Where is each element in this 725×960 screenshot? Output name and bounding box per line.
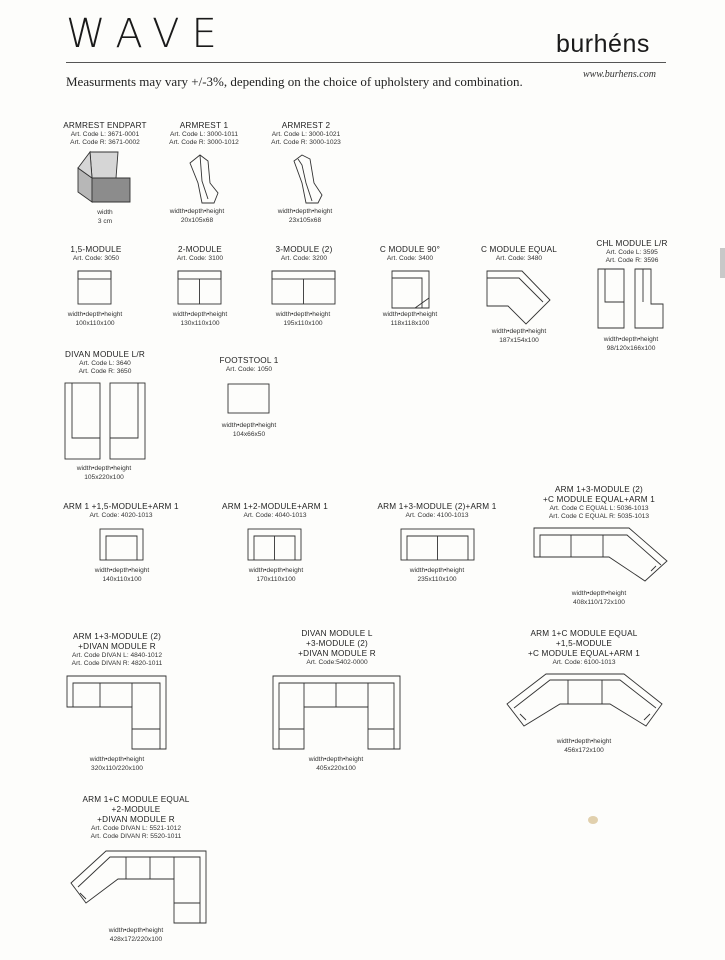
- combo-c-drawing: [400, 528, 476, 562]
- module3-header: [276, 245, 333, 263]
- page-edge-mark: [720, 248, 725, 278]
- measurement-note: Measurments may vary +/-3%, depending on the choice of upholstery and combination.: [66, 74, 523, 89]
- product-name: 3-MODULE (2): [275, 245, 333, 254]
- product-name-line3: +DIVAN MODULE R: [97, 815, 175, 824]
- product-name-line1: ARM 1+C MODULE EQUAL: [82, 795, 190, 804]
- art-code-l: Art. Code L: 3000-1011: [169, 131, 239, 138]
- combo-f-header: [298, 629, 376, 667]
- art-code: Art. Code: 6100-1013: [552, 659, 616, 666]
- module15-drawing: [77, 270, 113, 306]
- dim-label: width•depth•height: [603, 336, 659, 343]
- dim-label: width•depth•height: [308, 756, 364, 763]
- module2-dims: [173, 311, 227, 328]
- combo-g-dims: [557, 738, 611, 755]
- armrest-endpart-dims: [97, 209, 112, 226]
- dim-values: 130x110x100: [180, 319, 220, 327]
- brand-logo: burhéns: [556, 30, 650, 58]
- footstool-header: [219, 356, 278, 374]
- art-code-r: Art. Code DIVAN R: 4820-1011: [71, 660, 163, 667]
- cmodule-equal-header: [481, 245, 557, 263]
- dim-values: 100x110x100: [75, 319, 115, 327]
- dim-values: 104x66x50: [232, 430, 266, 438]
- art-code-r: Art. Code R: 3596: [605, 257, 659, 264]
- product-name-line1: DIVAN MODULE L: [301, 629, 373, 638]
- dim-label: width•depth•height: [275, 311, 331, 318]
- dim-label: width•depth•height: [89, 756, 145, 763]
- chl-module-dims: [604, 336, 658, 353]
- product-name-line3: +C MODULE EQUAL+ARM 1: [527, 649, 641, 658]
- product-name-line2: +DIVAN MODULE R: [78, 642, 156, 651]
- product-name-line2: +C MODULE EQUAL+ARM 1: [542, 495, 656, 504]
- armrest-endpart-header: [63, 121, 147, 147]
- combo-e-header: [72, 632, 163, 668]
- art-code: Art. Code: 3050: [72, 255, 120, 262]
- armrest2-dims: [278, 208, 332, 225]
- product-name: C MODULE 90°: [379, 245, 441, 254]
- armrest2-header: [271, 121, 341, 147]
- armrest-endpart-drawing: [76, 150, 132, 206]
- combo-c-dims: [410, 567, 464, 584]
- art-code: Art. Code: 4040-1013: [243, 512, 307, 519]
- page-title: WAVE: [66, 11, 229, 57]
- art-code-r: Art. Code R: 3650: [78, 368, 132, 375]
- cmodule-equal-dims: [492, 328, 546, 345]
- dim-label: width•depth•height: [94, 567, 150, 574]
- dim-values: 187x154x100: [499, 336, 539, 344]
- product-name-line2: +2-MODULE: [111, 805, 161, 814]
- cmodule90-header: [380, 245, 440, 263]
- dim-label: width•depth•height: [169, 208, 225, 215]
- dim-values: 140x110x100: [102, 575, 142, 583]
- dim-values: 320x110/220x100: [91, 764, 143, 772]
- art-code-r: Art. Code R: 3671-0002: [70, 139, 140, 146]
- dim-values: 23x105x68: [288, 216, 322, 224]
- cmodule-equal-drawing: [486, 270, 552, 326]
- combo-f-drawing: [272, 675, 402, 751]
- art-code-r: Art. Code R: 3000-1023: [271, 139, 341, 146]
- art-code-r: Art. Code DIVAN R: 5520-1011: [90, 833, 182, 840]
- product-name: ARMREST ENDPART: [63, 121, 147, 130]
- dim-values: 235x110x100: [417, 575, 457, 583]
- art-code-r: Art. Code C EQUAL R: 5035-1013: [548, 513, 650, 520]
- dim-values: 105x220x100: [84, 473, 124, 481]
- art-code: Art. Code: 3200: [280, 255, 328, 262]
- art-code: Art. Code: 3400: [386, 255, 434, 262]
- armrest1-header: [169, 121, 239, 147]
- art-code-l: Art. Code C EQUAL L: 5036-1013: [549, 505, 649, 512]
- combo-d-drawing: [533, 527, 669, 583]
- dim-values: 456x172x100: [564, 746, 604, 754]
- dim-label: width•depth•height: [277, 208, 333, 215]
- paper-stain: [588, 816, 598, 824]
- combo-d-header: [543, 485, 655, 521]
- product-name: ARMREST 2: [281, 121, 331, 130]
- combo-a-dims: [95, 567, 149, 584]
- combo-f-dims: [309, 756, 363, 773]
- dim-values: 428x172/220x100: [109, 935, 163, 943]
- art-code-l: Art. Code L: 3640: [79, 360, 131, 367]
- art-code: Art. Code: 4020-1013: [89, 512, 153, 519]
- module15-dims: [68, 311, 122, 328]
- product-name-line1: ARM 1+3-MODULE (2): [73, 632, 161, 641]
- dim-label: width•depth•height: [571, 590, 627, 597]
- art-code-l: Art. Code L: 3000-1021: [271, 131, 341, 138]
- module15-header: [70, 245, 121, 263]
- product-name: ARM 1 +1,5-MODULE+ARM 1: [63, 502, 179, 511]
- combo-e-drawing: [66, 675, 168, 751]
- dim-label: width•depth•height: [491, 328, 547, 335]
- art-code-r: Art. Code R: 3000-1012: [169, 139, 239, 146]
- module2-drawing: [177, 270, 223, 306]
- art-code-l: Art. Code DIVAN L: 4840-1012: [71, 652, 163, 659]
- combo-c-header: [378, 502, 497, 520]
- dim-label: width•depth•height: [172, 311, 228, 318]
- armrest1-dims: [170, 208, 224, 225]
- product-name: 2-MODULE: [178, 245, 222, 254]
- product-name: DIVAN MODULE L/R: [65, 350, 145, 359]
- combo-b-drawing: [247, 528, 303, 562]
- header-rule: [66, 62, 666, 63]
- dim-label: width: [97, 209, 113, 216]
- combo-a-header: [63, 502, 179, 520]
- product-name: ARM 1+3-MODULE (2)+ARM 1: [377, 502, 497, 511]
- footstool-drawing: [227, 383, 271, 415]
- chl-module-header: [596, 239, 667, 265]
- divan-module-dims: [77, 465, 131, 482]
- product-name: FOOTSTOOL 1: [219, 356, 279, 365]
- art-code-l: Art. Code L: 3671-0001: [70, 131, 140, 138]
- combo-g-drawing: [506, 670, 664, 730]
- combo-h-dims: [109, 927, 163, 944]
- product-name-line1: ARM 1+C MODULE EQUAL: [530, 629, 638, 638]
- module3-drawing: [271, 270, 337, 306]
- combo-a-drawing: [99, 528, 145, 562]
- product-name: ARMREST 1: [179, 121, 229, 130]
- art-code: Art. Code: 1050: [225, 366, 273, 373]
- dim-label: width•depth•height: [409, 567, 465, 574]
- divan-module-drawing: [64, 382, 148, 462]
- product-name-line2: +3-MODULE (2): [306, 639, 368, 648]
- combo-h-header: [82, 795, 189, 841]
- chl-module-drawing: [597, 268, 665, 330]
- dim-values: 118x118x100: [390, 319, 430, 327]
- divan-module-header: [65, 350, 145, 376]
- product-name-line3: +DIVAN MODULE R: [298, 649, 376, 658]
- dim-label: width•depth•height: [221, 422, 277, 429]
- combo-g-header: [528, 629, 640, 667]
- combo-b-dims: [249, 567, 303, 584]
- module3-dims: [276, 311, 330, 328]
- dim-label: width•depth•height: [248, 567, 304, 574]
- dim-values: 195x110x100: [283, 319, 323, 327]
- dim-values: 20x105x68: [180, 216, 214, 224]
- combo-d-dims: [572, 590, 626, 607]
- dim-values: 3 cm: [97, 217, 113, 225]
- footstool-dims: [222, 422, 276, 439]
- product-name: C MODULE EQUAL: [480, 245, 558, 254]
- dim-values: 405x220x100: [316, 764, 356, 772]
- product-name: CHL MODULE L/R: [596, 239, 668, 248]
- art-code: Art. Code: 3480: [495, 255, 543, 262]
- dim-values: 170x110x100: [256, 575, 296, 583]
- art-code-l: Art. Code DIVAN L: 5521-1012: [90, 825, 182, 832]
- dim-label: width•depth•height: [382, 311, 438, 318]
- art-code: Art. Code: 3100: [176, 255, 224, 262]
- combo-b-header: [222, 502, 328, 520]
- combo-h-drawing: [70, 845, 210, 925]
- product-name: ARM 1+2-MODULE+ARM 1: [222, 502, 328, 511]
- product-name: 1,5-MODULE: [70, 245, 122, 254]
- art-code-l: Art. Code L: 3595: [606, 249, 658, 256]
- cmodule90-dims: [383, 311, 437, 328]
- product-name-line2: +1,5-MODULE: [555, 639, 613, 648]
- armrest2-drawing: [290, 153, 326, 205]
- product-name-line1: ARM 1+3-MODULE (2): [554, 485, 643, 494]
- dim-label: width•depth•height: [67, 311, 123, 318]
- dim-label: width•depth•height: [556, 738, 612, 745]
- dim-label: width•depth•height: [76, 465, 132, 472]
- art-code: Art. Code: 4100-1013: [405, 512, 469, 519]
- dim-values: 408x110/172x100: [573, 598, 625, 606]
- cmodule90-drawing: [391, 270, 431, 310]
- dim-values: 98/120x166x100: [606, 344, 656, 352]
- combo-e-dims: [90, 756, 144, 773]
- dim-label: width•depth•height: [108, 927, 164, 934]
- website-url: www.burhens.com: [583, 69, 656, 80]
- module2-header: [177, 245, 223, 263]
- art-code: Art. Code:5402-0000: [306, 659, 368, 666]
- armrest1-drawing: [186, 153, 222, 205]
